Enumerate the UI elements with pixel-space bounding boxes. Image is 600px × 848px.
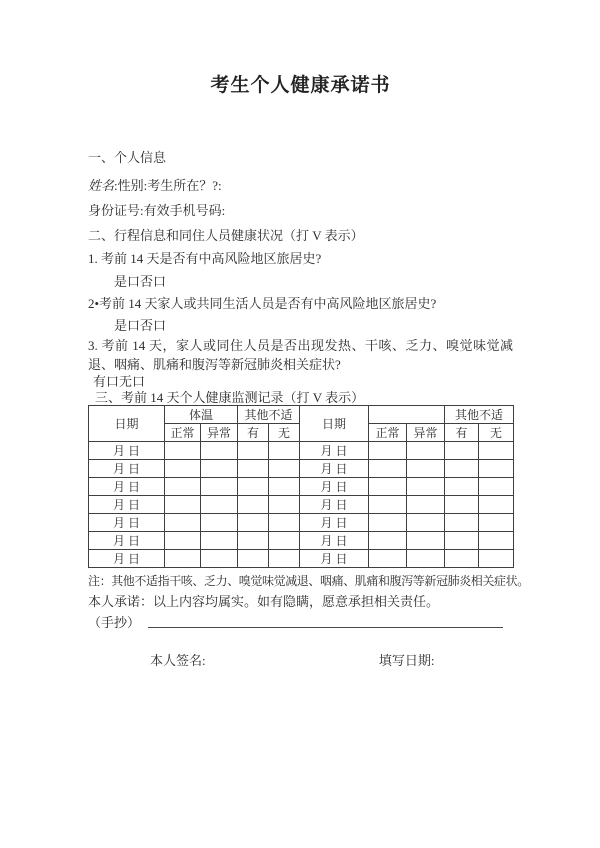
entry-cell — [238, 496, 269, 514]
entry-cell — [165, 514, 201, 532]
entry-cell — [369, 442, 407, 460]
question-3-options: 有口无口 — [93, 374, 146, 389]
subheader-abnormal-left: 异常 — [201, 424, 238, 442]
entry-cell — [369, 550, 407, 568]
question-3: 3. 考前 14 天，家人或同住人员是否出现发热、干咳、乏力、嗅觉味觉减退、咽痛、肌痛和腹泻等新冠肺炎相关症状? — [88, 338, 513, 372]
date-cell: 月 日 — [89, 442, 165, 460]
handwrite-row — [88, 615, 513, 631]
date-cell: 月 日 — [300, 532, 369, 550]
entry-cell — [165, 496, 201, 514]
subheader-no-left: 无 — [269, 424, 300, 442]
entry-cell — [165, 478, 201, 496]
question-2-options: 是口否口 — [114, 318, 167, 333]
date-cell: 月 日 — [300, 514, 369, 532]
name-label: 姓名 — [88, 178, 115, 193]
entry-cell — [479, 478, 514, 496]
subheader-abnormal-right: 异常 — [407, 424, 445, 442]
entry-cell — [369, 532, 407, 550]
entry-cell — [201, 478, 238, 496]
signature-label: 本人签名: — [150, 653, 206, 668]
section3-heading: 三、考前 14 天个人健康监测记录（打 V 表示） — [95, 390, 365, 405]
entry-cell — [269, 532, 300, 550]
commitment-statement: 本人承诺：以上内容均属实。如有隐瞒，愿意承担相关责任。 — [88, 594, 440, 609]
entry-cell — [479, 460, 514, 478]
entry-cell — [479, 514, 514, 532]
entry-cell — [269, 460, 300, 478]
entry-cell — [165, 442, 201, 460]
discomfort-header-right: 其他不适 — [445, 406, 514, 424]
entry-cell — [201, 460, 238, 478]
entry-cell — [407, 442, 445, 460]
section2-heading: 二、行程信息和同住人员健康状况（打 V 表示） — [88, 228, 364, 243]
entry-cell — [269, 496, 300, 514]
entry-cell — [407, 514, 445, 532]
temperature-header-right — [369, 406, 445, 424]
entry-cell — [238, 442, 269, 460]
entry-cell — [445, 442, 479, 460]
health-monitor-table — [88, 405, 514, 568]
entry-cell — [479, 532, 514, 550]
signature-row — [88, 653, 513, 669]
entry-cell — [445, 460, 479, 478]
entry-cell — [269, 514, 300, 532]
monitor-row — [89, 532, 514, 550]
temperature-header-left: 体温 — [165, 406, 238, 424]
date-cell: 月 日 — [89, 460, 165, 478]
personal-info-line1 — [88, 178, 513, 194]
entry-cell — [369, 460, 407, 478]
entry-cell — [238, 550, 269, 568]
entry-cell — [479, 442, 514, 460]
date-header-right: 日期 — [300, 406, 369, 442]
personal-info-line1-rest: :性别:考生所在？?: — [114, 178, 222, 193]
monitor-row — [89, 478, 514, 496]
subheader-no-right: 无 — [479, 424, 514, 442]
personal-info-line2: 身份证号:有效手机号码: — [88, 203, 226, 218]
entry-cell — [238, 460, 269, 478]
entry-cell — [165, 532, 201, 550]
date-cell: 月 日 — [89, 532, 165, 550]
entry-cell — [445, 514, 479, 532]
date-cell: 月 日 — [300, 496, 369, 514]
entry-cell — [201, 514, 238, 532]
date-cell: 月 日 — [300, 550, 369, 568]
date-cell: 月 日 — [300, 460, 369, 478]
entry-cell — [479, 496, 514, 514]
entry-cell — [407, 460, 445, 478]
discomfort-header-left: 其他不适 — [238, 406, 300, 424]
question-1: 1. 考前 14 天是否有中高风险地区旅居史? — [88, 251, 322, 266]
question-2: 2•考前 14 天家人或共同生活人员是否有中高风险地区旅居史? — [88, 296, 437, 311]
entry-cell — [201, 442, 238, 460]
monitor-row — [89, 442, 514, 460]
entry-cell — [165, 550, 201, 568]
monitor-row — [89, 460, 514, 478]
entry-cell — [269, 442, 300, 460]
entry-cell — [369, 514, 407, 532]
entry-cell — [269, 478, 300, 496]
entry-cell — [165, 460, 201, 478]
entry-cell — [238, 478, 269, 496]
section1-heading: 一、个人信息 — [88, 150, 167, 165]
subheader-normal-right: 正常 — [369, 424, 407, 442]
subheader-normal-left: 正常 — [165, 424, 201, 442]
entry-cell — [445, 550, 479, 568]
table-note: 注：其他不适指干咳、乏力、嗅觉味觉减退、咽痛、肌痛和腹泻等新冠肺炎相关症状。 — [88, 574, 529, 588]
monitor-row — [89, 514, 514, 532]
date-header-left: 日期 — [89, 406, 165, 442]
monitor-row — [89, 550, 514, 568]
entry-cell — [238, 532, 269, 550]
entry-cell — [407, 550, 445, 568]
monitor-table-body — [89, 442, 514, 568]
date-cell: 月 日 — [89, 514, 165, 532]
handwrite-label: （手抄） — [88, 615, 141, 630]
handwrite-blank-line — [148, 616, 503, 628]
entry-cell — [201, 550, 238, 568]
date-cell: 月 日 — [300, 442, 369, 460]
date-cell: 月 日 — [89, 478, 165, 496]
entry-cell — [201, 496, 238, 514]
question-1-options: 是口否口 — [114, 274, 167, 289]
entry-cell — [369, 496, 407, 514]
date-cell: 月 日 — [300, 478, 369, 496]
entry-cell — [407, 532, 445, 550]
date-cell: 月 日 — [89, 496, 165, 514]
fill-date-label: 填写日期: — [378, 653, 435, 668]
entry-cell — [269, 550, 300, 568]
document-title: 考生个人健康承诺书 — [210, 75, 391, 96]
entry-cell — [445, 496, 479, 514]
monitor-row — [89, 496, 514, 514]
entry-cell — [407, 478, 445, 496]
entry-cell — [201, 532, 238, 550]
entry-cell — [407, 496, 445, 514]
entry-cell — [479, 550, 514, 568]
entry-cell — [369, 478, 407, 496]
date-cell: 月 日 — [89, 550, 165, 568]
entry-cell — [445, 532, 479, 550]
entry-cell — [445, 478, 479, 496]
subheader-yes-right: 有 — [445, 424, 479, 442]
subheader-yes-left: 有 — [238, 424, 269, 442]
entry-cell — [238, 514, 269, 532]
